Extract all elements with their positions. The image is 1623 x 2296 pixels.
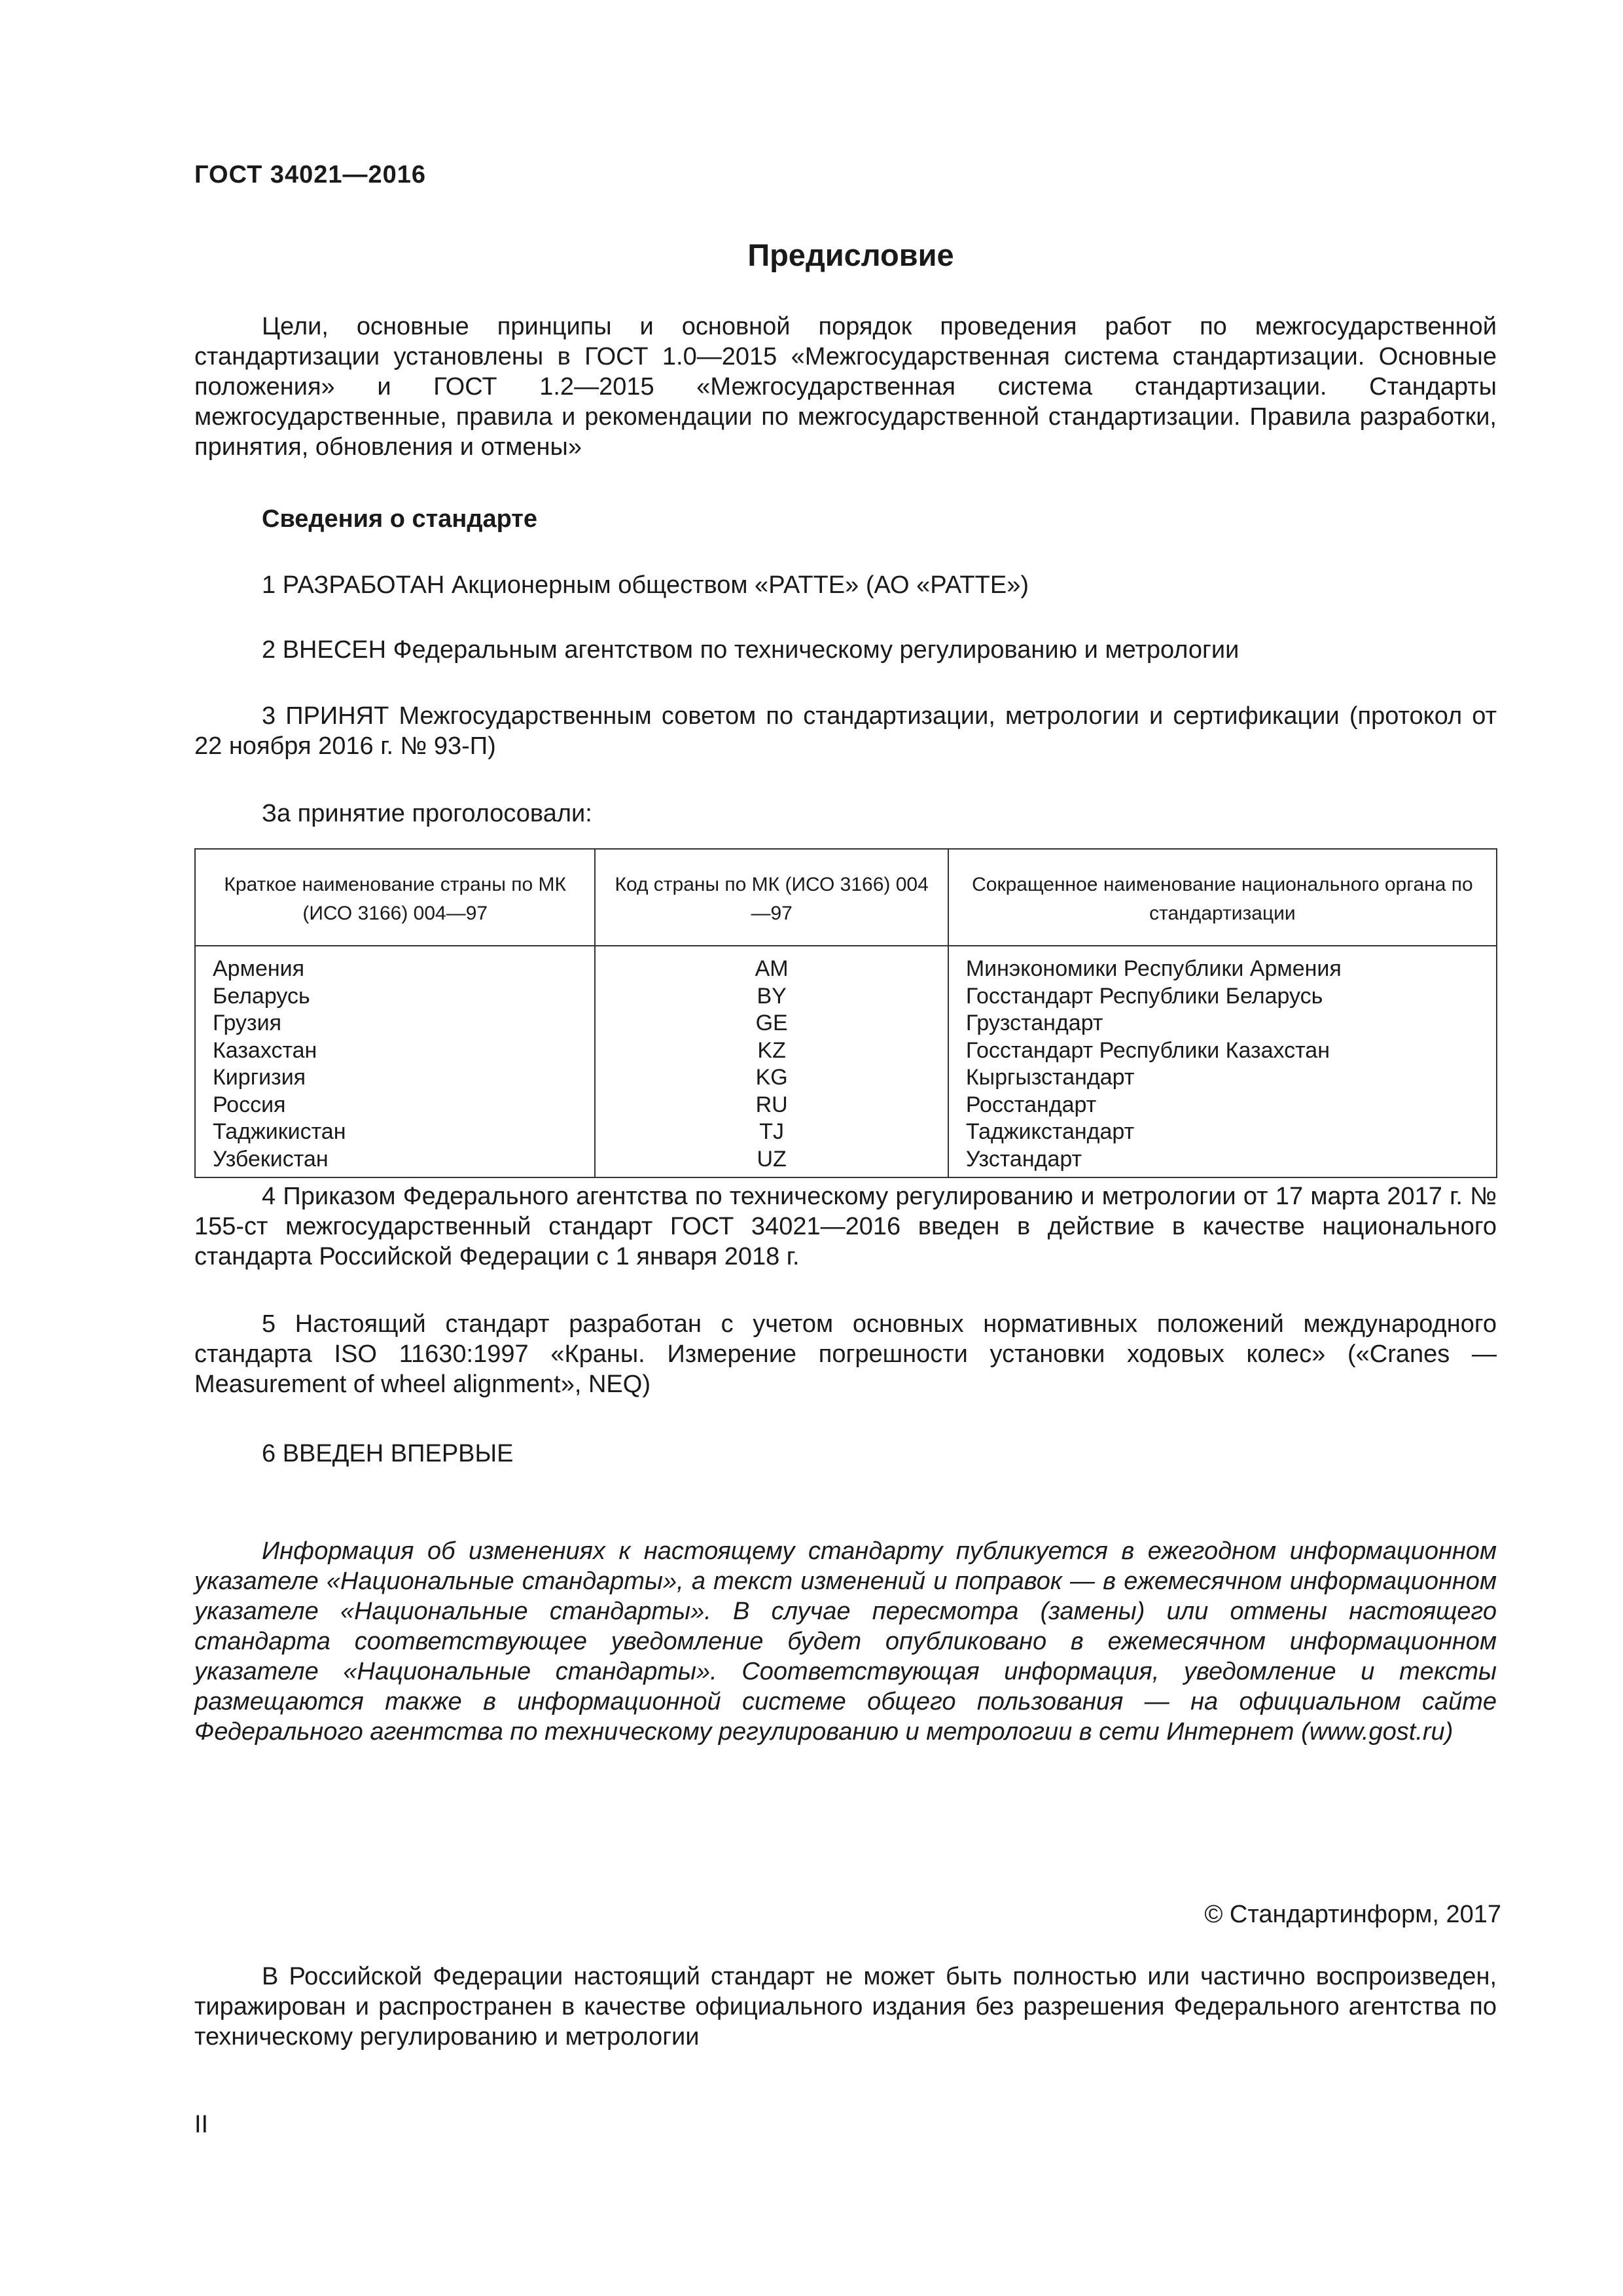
standards-body-cell: Госстандарт Республики Казахстан	[965, 1037, 1330, 1063]
country-code-cell: UZ	[757, 1146, 787, 1172]
country-code-cell: AM	[755, 956, 789, 981]
item-4: 4 Приказом Федерального агентства по техническому регулированию и метрологии от 17 марта 2017 г. № 155-ст межгосударственный стандарт ГОСТ 34021—2016 введен в действие в качестве национального стандарта Российской Федерации с 1 января 2018 г.	[194, 1183, 1497, 1270]
country-name-cell: Таджикистан	[213, 1119, 346, 1144]
country-name-cell: Узбекистан	[213, 1146, 329, 1172]
document-id-header: ГОСТ 34021—2016	[194, 161, 427, 188]
table-header-row	[195, 849, 1497, 946]
country-code-cell: TJ	[759, 1119, 785, 1144]
voted-label: За принятие проголосовали:	[262, 800, 592, 827]
item-3: 3 ПРИНЯТ Межгосударственным советом по стандартизации, метрологии и сертификации (протокол от 22 ноября 2016 г. № 93-П)	[194, 702, 1497, 760]
standards-body-column	[948, 946, 1497, 1177]
table-body-row	[195, 946, 1497, 1177]
country-code-cell: RU	[755, 1092, 788, 1117]
copyright-line: © Стандартинформ, 2017	[1204, 1901, 1501, 1928]
country-name-cell: Беларусь	[213, 983, 310, 1009]
country-name-column	[195, 946, 595, 1177]
notice-paragraph: Информация об изменениях к настоящему стандарту публикуется в ежегодном информационном указателе «Национальные стандарты», а текст изменений и поправок — в ежемесячном информационном указателе «Национальные стандарты». В случае пересмотра (замены) или отмены настоящего стандарта соответствующее уведомление будет опубликовано в ежемесячном информационном указателе «Национальные стандарты». Соответствующая информация, уведомление и тексты размещаются также в информационной системе общего пользования — на официальном сайте Федерального агентства по техническому регулированию и метрологии в сети Интернет (www.gost.ru)	[194, 1537, 1497, 1746]
item-5: 5 Настоящий стандарт разработан с учетом основных нормативных положений международного стандарта ISO 11630:1997 «Краны. Измерение погрешности установки ходовых колес» («Cranes — Measurement of wheel alignment», NEQ)	[194, 1310, 1497, 1398]
standards-body-cell: Кыргызстандарт	[965, 1065, 1135, 1090]
country-code-cell: KZ	[757, 1037, 786, 1063]
page-title: Предисловие	[747, 238, 954, 272]
section-heading: Сведения о стандарте	[262, 505, 538, 533]
standards-body-cell: Минэкономики Республики Армения	[965, 956, 1342, 981]
country-name-cell: Армения	[213, 956, 305, 981]
restriction-paragraph: В Российской Федерации настоящий стандарт не может быть полностью или частично воспроизведен, тиражирован и распространен в качестве официального издания без разрешения Федерального агентства по техническому регулированию и метрологии	[194, 1963, 1497, 2051]
page-number: II	[194, 2111, 209, 2138]
country-code-cell: BY	[757, 983, 787, 1009]
standards-body-cell: Росстандарт	[965, 1092, 1097, 1117]
standards-body-cell: Узстандарт	[965, 1146, 1082, 1172]
voting-countries-table	[194, 848, 1497, 1178]
country-code-cell: GE	[755, 1011, 788, 1035]
country-name-cell: Казахстан	[213, 1037, 317, 1063]
header-country-name: Краткое наименование страны по МК (ИСО 3166) 004—97	[195, 849, 595, 946]
country-code-cell: KG	[755, 1065, 788, 1090]
standards-body-cell: Грузстандарт	[965, 1011, 1103, 1035]
header-standards-body: Сокращенное наименование национального органа по стандартизации	[948, 849, 1497, 946]
country-name-cell: Грузия	[213, 1011, 282, 1035]
standards-body-cell: Таджикстандарт	[965, 1119, 1135, 1144]
item-1: 1 РАЗРАБОТАН Акционерным обществом «РАТТЕ» (АО «РАТТЕ»)	[262, 571, 1029, 599]
country-code-column	[595, 946, 948, 1177]
header-country-code: Код страны по МК (ИСО 3166) 004—97	[595, 849, 948, 946]
item-2: 2 ВНЕСЕН Федеральным агентством по техническому регулированию и метрологии	[262, 636, 1240, 664]
standards-body-cell: Госстандарт Республики Беларусь	[965, 983, 1323, 1009]
country-name-cell: Киргизия	[213, 1065, 306, 1090]
intro-paragraph: Цели, основные принципы и основной порядок проведения работ по межгосударственной стандартизации установлены в ГОСТ 1.0—2015 «Межгосударственная система стандартизации. Основные положения» и ГОСТ 1.2—2015 «Межгосударственная система стандартизации. Стандарты межгосударственные, правила и рекомендации по межгосударственной стандартизации. Правила разработки, принятия, обновления и отмены»	[194, 313, 1497, 461]
country-name-cell: Россия	[213, 1092, 286, 1117]
item-6: 6 ВВЕДЕН ВПЕРВЫЕ	[262, 1440, 514, 1467]
